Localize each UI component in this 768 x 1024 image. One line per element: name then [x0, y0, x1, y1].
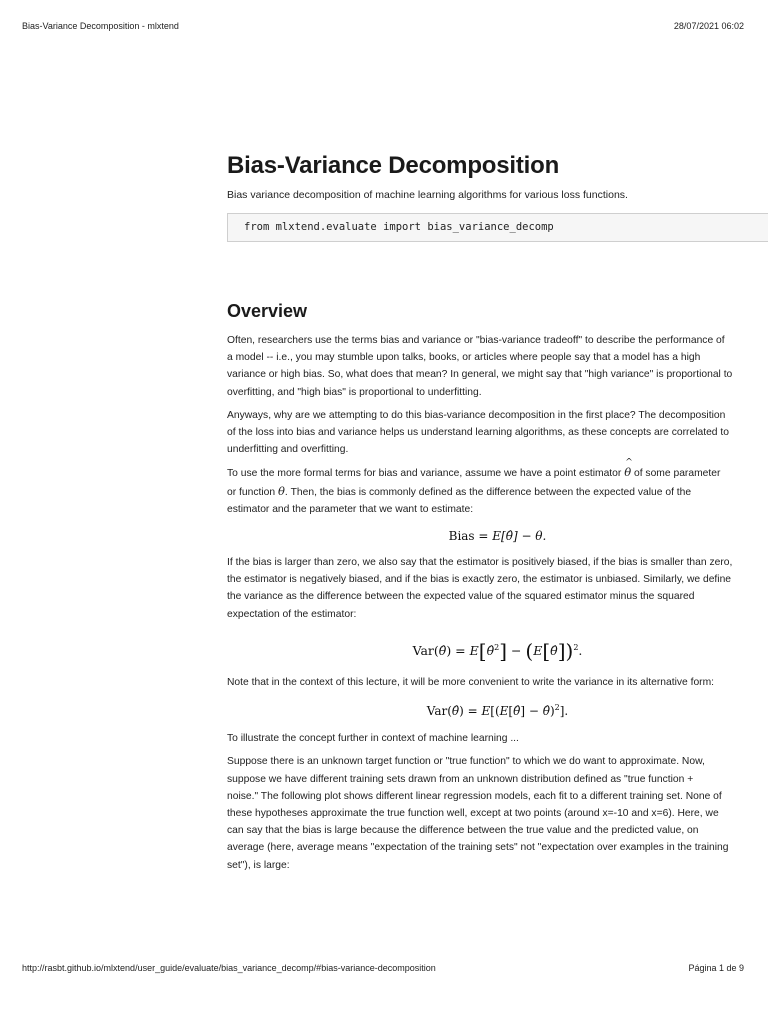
paragraph-bias-variance-intro — [227, 332, 768, 401]
print-footer-url: http://rasbt.github.io/mlxtend/user_guide/evaluate/bias_variance_decomp/#bias-variance-decomposition — [22, 963, 436, 973]
paragraph-line: Anyways, why are we attempting to do this bias-variance decomposition in the first place? The decomposition — [227, 409, 726, 421]
paragraph-line: overfitting, and "high bias" is proportional to underfitting. — [227, 386, 482, 398]
document-content — [227, 148, 768, 874]
paragraph-line: estimator and the parameter that we want to estimate: — [227, 503, 474, 515]
paragraph-line: suppose we have different training sets drawn from an unknown distribution defined as "true function + — [227, 773, 694, 785]
paragraph-line: variance or high bias. So, what does that mean? In general, we might say that "high variance" is proportional to — [227, 369, 733, 381]
paragraph-line: the estimator is negatively biased, and if the bias is exactly zero, the estimator is unbiased. Similarly, we define — [227, 574, 732, 586]
paragraph-bias-sign — [227, 554, 768, 623]
paragraph-line: Often, researchers use the terms bias and variance or "bias-variance tradeoff" to describe the performance of — [227, 335, 725, 346]
paragraph-line: To use the more formal terms for bias and variance, assume we have a point estimator θ ^ of some parameter — [227, 464, 768, 482]
paragraph-line: or function θ. Then, the bias is commonly defined as the difference between the expected value of the — [227, 483, 692, 498]
overview-heading: Overview — [227, 301, 308, 321]
equation-variance-alternative: Var(θ̂) = E[(E[θ̂] − θ̂)$^2$]. — [426, 703, 569, 719]
paragraph-line: average (here, average means "expectation of the training sets" not "expectation over examples in the training — [227, 842, 729, 854]
page-subtitle: Bias variance decomposition of machine learning algorithms for various loss functions. — [227, 189, 628, 201]
paragraph-formal-terms — [227, 464, 768, 518]
theta-hat-symbol: θ ^ — [624, 464, 631, 481]
equation-variance: Var(θ̂) = E[θ̂$^2$] − (E[θ̂])$^2$. — [412, 639, 583, 663]
print-header-title: Bias-Variance Decomposition - mlxtend — [22, 21, 179, 31]
paragraph-line: To illustrate the concept further in context of machine learning ... — [227, 733, 519, 745]
print-header — [22, 20, 744, 32]
paragraph-line: the variance as the difference between the expected value of the squared estimator minus the squared — [227, 591, 695, 603]
page-title: Bias-Variance Decomposition — [227, 152, 560, 179]
theta-symbol: θ — [277, 483, 285, 498]
paragraph-why-decompose — [227, 407, 768, 459]
paragraph-line: expectation of the estimator: — [227, 608, 357, 620]
paragraph-line: Note that in the context of this lecture, it will be more convenient to write the variance in its alternative form: — [227, 677, 715, 688]
paragraph-line: underfitting and overfitting. — [227, 444, 349, 456]
paragraph-true-function — [227, 753, 768, 873]
paragraph-alternative-form — [227, 674, 768, 691]
paragraph-line: Suppose there is an unknown target function or "true function" to which we do want to approximate. Now, — [227, 756, 705, 768]
print-footer — [22, 962, 744, 974]
code-block: from mlxtend.evaluate import bias_variance_decomp — [227, 213, 768, 242]
paragraph-line: can say that the bias is large because the difference between the true value and the predicted value, on — [227, 825, 699, 837]
equation-bias: Bias = E[θ̂] − θ. — [448, 529, 547, 544]
paragraph-line: a model -- i.e., you may stumble upon talks, books, or articles where people say that a model has a high — [227, 352, 701, 364]
paragraph-line: of the loss into bias and variance helps us understand learning algorithms, as these concepts are correlated to — [227, 427, 729, 439]
paragraph-line: If the bias is larger than zero, we also say that the estimator is positively biased, if the bias is smaller than zero, — [227, 557, 733, 569]
paragraph-illustrate — [227, 730, 768, 747]
paragraph-line: these hypotheses approximate the true function well, except at two points (around x=-10 and x=6). Here, we — [227, 808, 719, 820]
print-footer-page: Página 1 de 9 — [688, 963, 744, 973]
print-header-datetime: 28/07/2021 06:02 — [673, 21, 744, 31]
paragraph-line: set"), is large: — [227, 859, 290, 871]
paragraph-line: noise." The following plot shows different linear regression models, each fit to a different training set. None of — [227, 790, 722, 802]
